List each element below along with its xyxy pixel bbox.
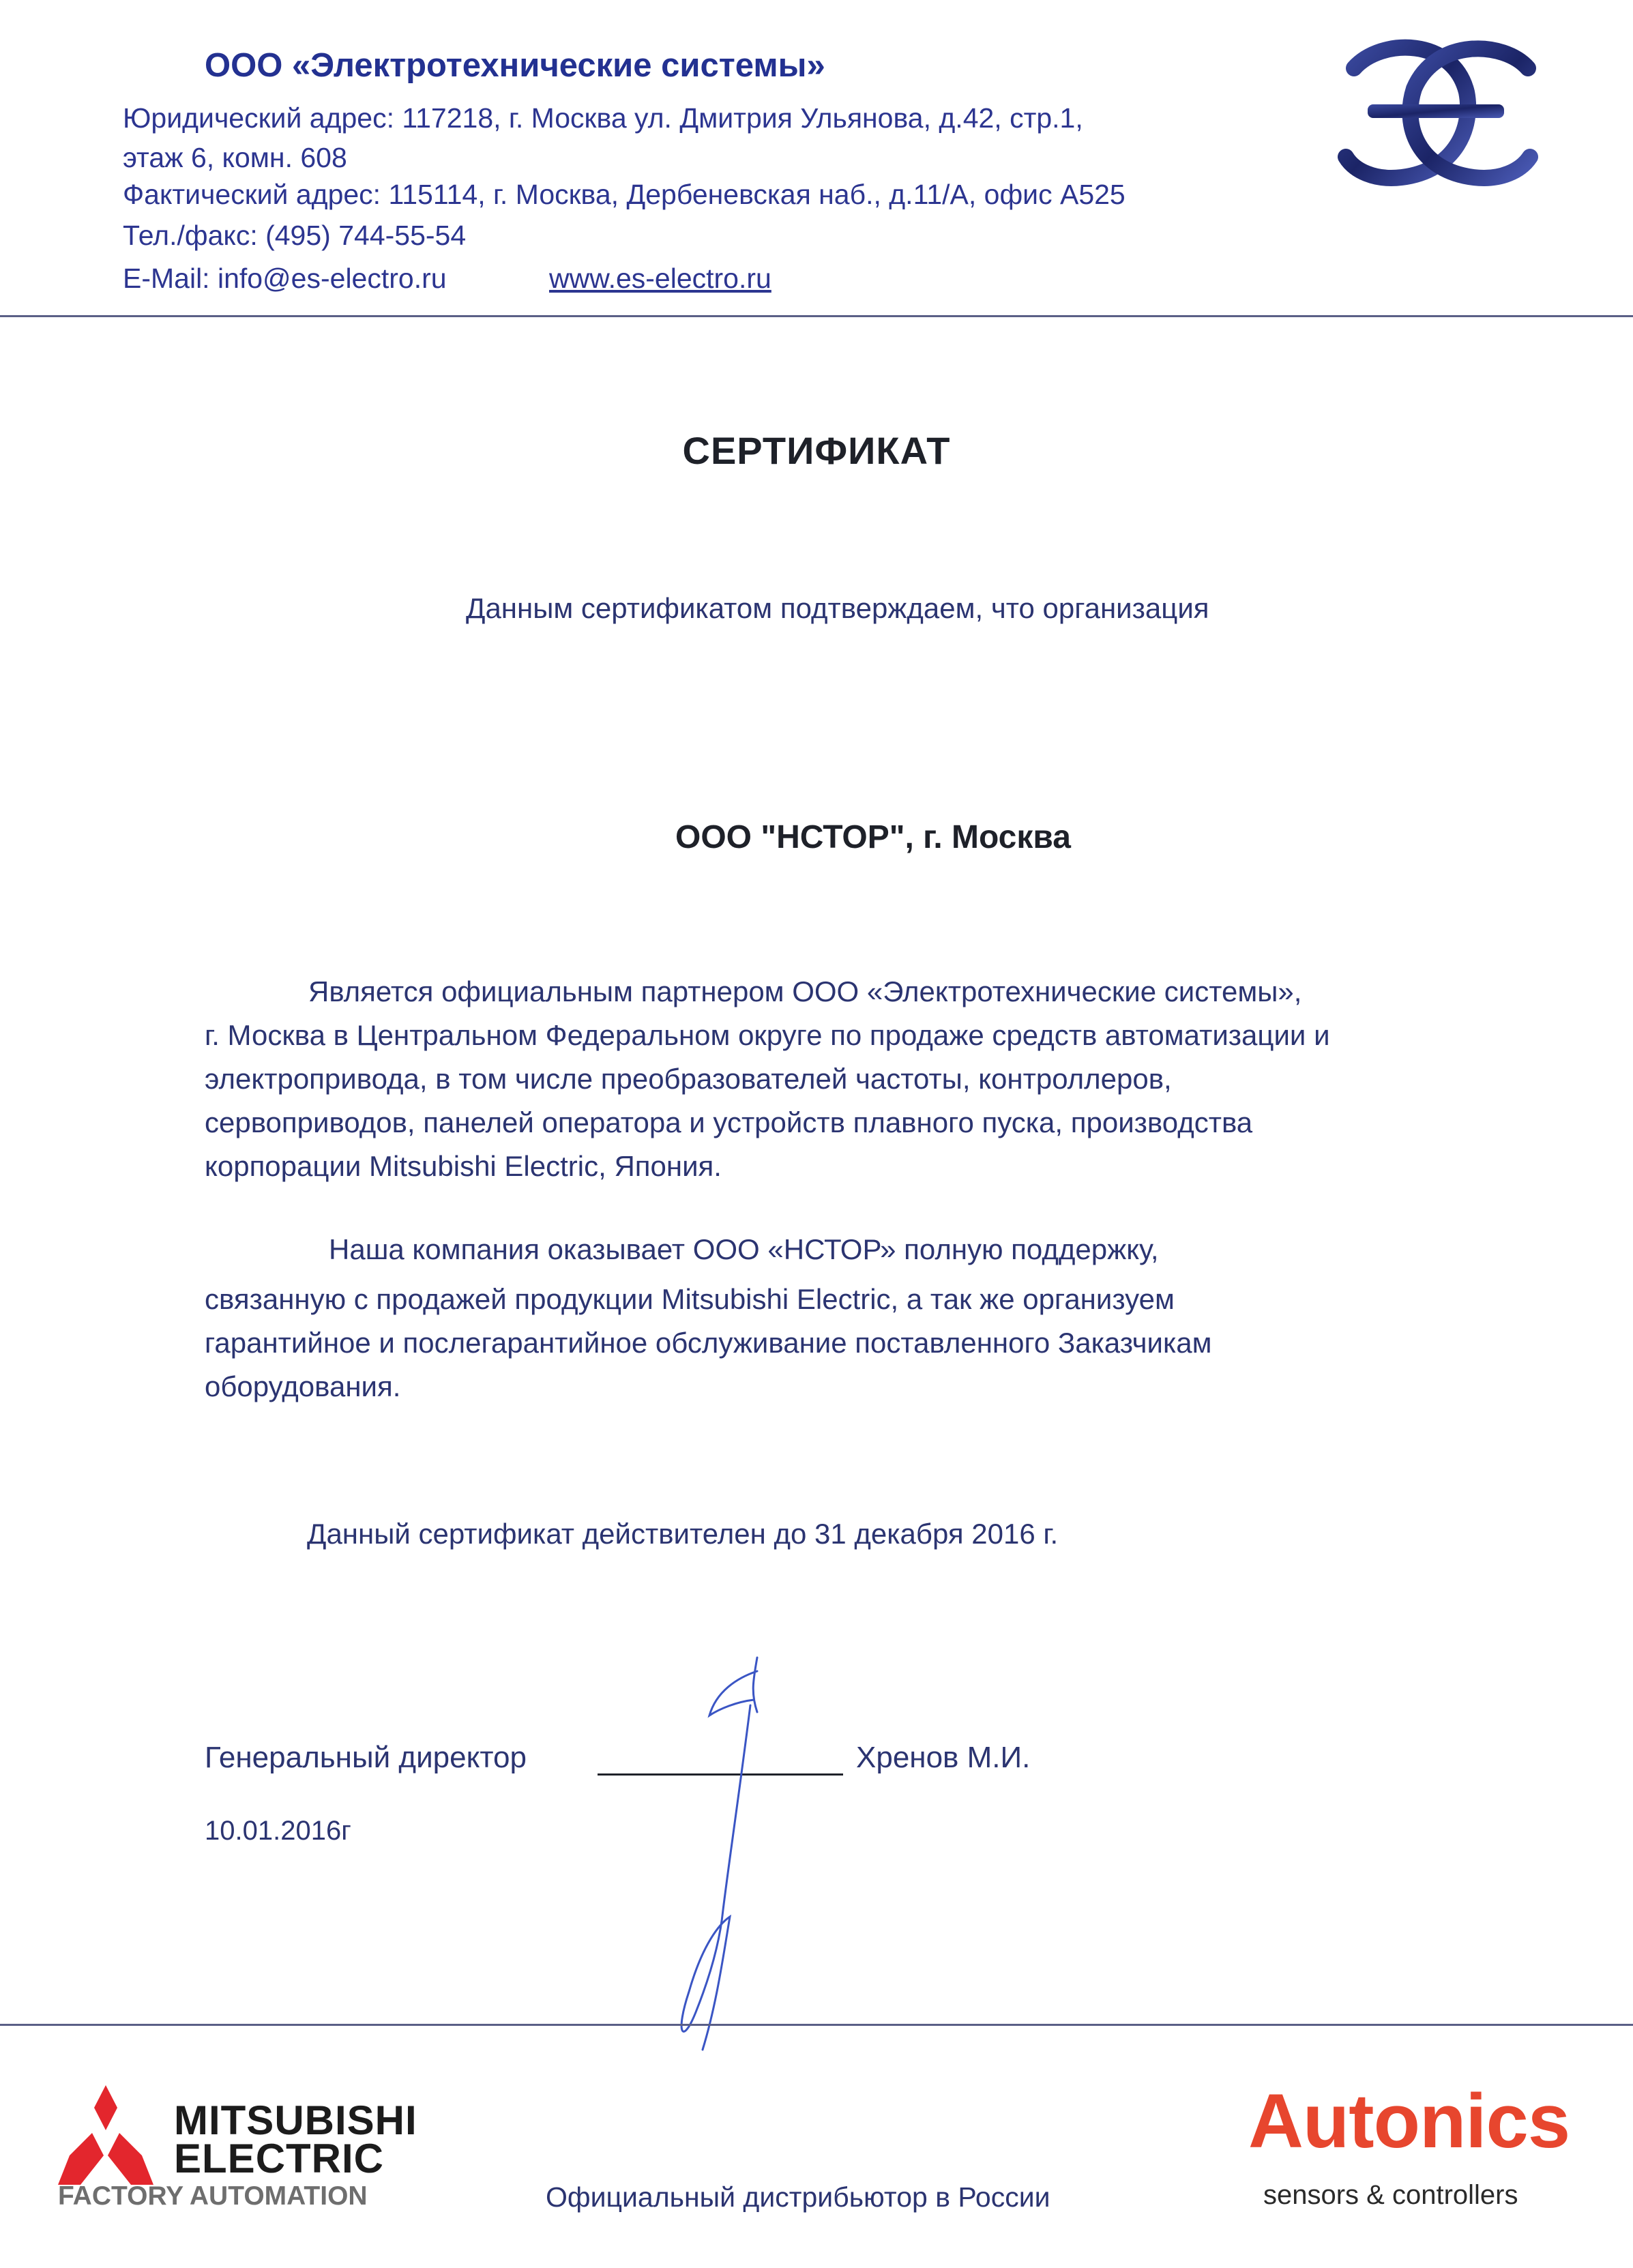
actual-address: Фактический адрес: 115114, г. Москва, Дербеневская наб., д.11/А, офис А525: [123, 179, 1126, 210]
website-link[interactable]: www.es-electro.ru: [549, 263, 771, 294]
certificate-intro: Данным сертификатом подтверждаем, что организация: [466, 592, 1209, 624]
es-logo-icon: [1334, 31, 1538, 194]
paragraph2-line: оборудования.: [205, 1370, 401, 1402]
autonics-logo: Autonics: [1248, 2078, 1570, 2164]
paragraph1-line: электропривода, в том числе преобразователей частоты, контроллеров,: [205, 1063, 1172, 1095]
header-divider: [0, 315, 1633, 317]
company-name: ООО «Электротехнические системы»: [205, 47, 825, 84]
validity-statement: Данный сертификат действителен до 31 декабря 2016 г.: [307, 1518, 1059, 1550]
paragraph2-line: Наша компания оказывает ООО «НСТОР» полную поддержку,: [329, 1233, 1159, 1265]
paragraph2-line: гарантийное и послегарантийное обслуживание поставленного Заказчикам: [205, 1327, 1212, 1359]
official-distributor-text: Официальный дистрибьютор в России: [546, 2181, 1050, 2213]
legal-address-floor: этаж 6, комн. 608: [123, 142, 347, 173]
mitsubishi-diamonds-icon: [55, 2084, 157, 2186]
director-position: Генеральный директор: [205, 1741, 527, 1774]
mitsubishi-logo-line2: ELECTRIC: [174, 2136, 384, 2181]
document-date: 10.01.2016г: [205, 1816, 351, 1846]
organization-name: ООО "НСТОР", г. Москва: [675, 819, 1071, 855]
mitsubishi-logo-subtitle: FACTORY AUTOMATION: [58, 2181, 368, 2211]
paragraph1-line: Является официальным партнером ООО «Электротехнические системы»,: [308, 975, 1302, 1007]
footer-divider: [0, 2024, 1633, 2026]
email[interactable]: E-Mail: info@es-electro.ru: [123, 263, 447, 294]
paragraph1-line: г. Москва в Центральном Федеральном округе по продаже средств автоматизации и: [205, 1019, 1330, 1051]
phone-fax: Тел./факс: (495) 744-55-54: [123, 220, 467, 251]
mitsubishi-logo-line1: MITSUBISHI: [174, 2097, 417, 2143]
autonics-logo-subtitle: sensors & controllers: [1263, 2180, 1518, 2210]
certificate-title: СЕРТИФИКАТ: [682, 429, 951, 472]
paragraph1-line: сервоприводов, панелей оператора и устройств плавного пуска, производства: [205, 1106, 1253, 1138]
handwritten-signature: [655, 1651, 805, 2060]
director-name: Хренов М.И.: [856, 1741, 1031, 1774]
legal-address: Юридический адрес: 117218, г. Москва ул. Дмитрия Ульянова, д.42, стр.1,: [123, 102, 1083, 134]
paragraph1-line: корпорации Mitsubishi Electric, Япония.: [205, 1150, 722, 1182]
paragraph2-line: связанную с продажей продукции Mitsubishi Electric, а так же организуем: [205, 1283, 1175, 1315]
